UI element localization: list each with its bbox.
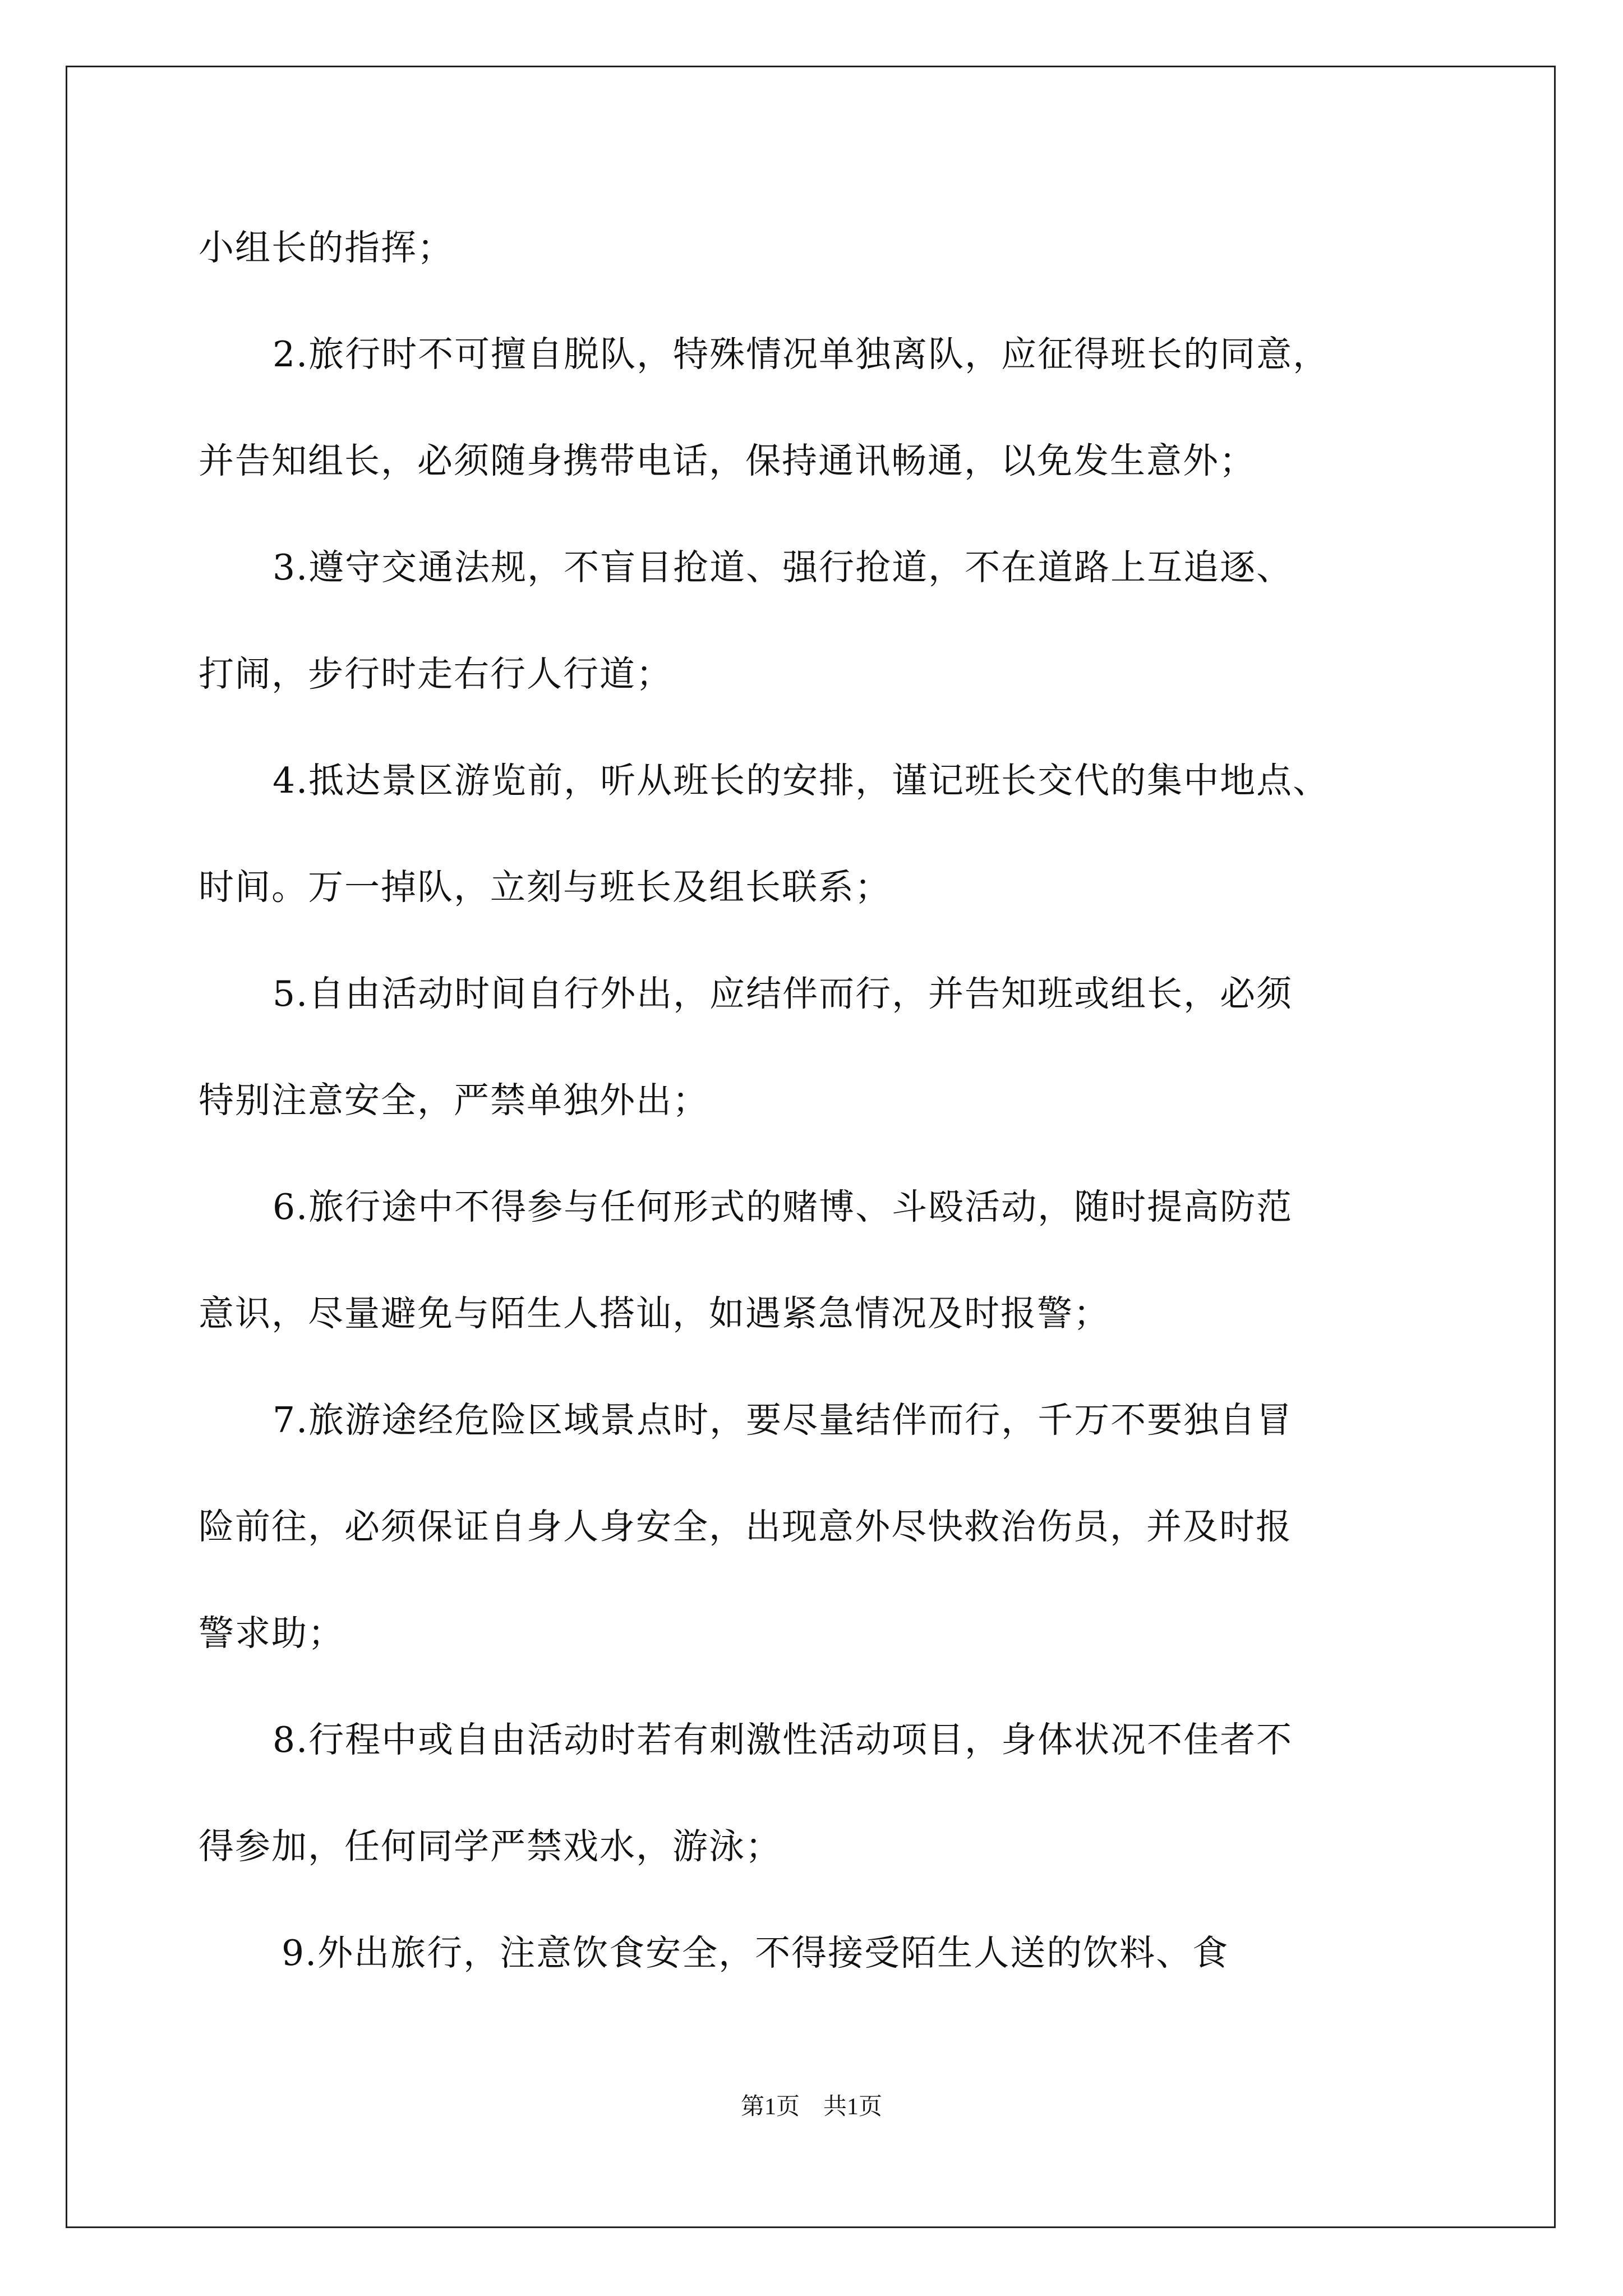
text-line: 2.旅行时不可擅自脱队，特殊情况单独离队，应征得班长的同意， xyxy=(273,334,1330,375)
text-line: 6.旅行途中不得参与任何形式的赌博、斗殴活动，随时提高防范 xyxy=(273,1186,1293,1227)
text-line: 时间。万一掉队，立刻与班长及组长联系； xyxy=(199,867,891,908)
text-line: 险前往，必须保证自身人身安全，出现意外尽快救治伤员，并及时报 xyxy=(199,1506,1292,1547)
text-line: 意识，尽量避免与陌生人搭讪，如遇紧急情况及时报警； xyxy=(199,1293,1110,1334)
text-line: 警求助； xyxy=(199,1613,344,1654)
text-line: 7.旅游途经危险区域景点时，要尽量结伴而行，千万不要独自冒 xyxy=(273,1400,1293,1441)
text-line: 特别注意安全，严禁单独外出； xyxy=(199,1080,709,1121)
page-footer: 第1页 共1页 xyxy=(740,2094,882,2120)
text-line: 得参加，任何同学严禁戏水，游泳； xyxy=(199,1826,782,1867)
text-line: 并告知组长，必须随身携带电话，保持通讯畅通，以免发生意外； xyxy=(199,440,1256,481)
page-border xyxy=(66,66,1556,2228)
text-line: 小组长的指挥； xyxy=(199,227,454,268)
text-line: 9.外出旅行，注意饮食安全，不得接受陌生人送的饮料、食 xyxy=(282,1932,1229,1973)
text-line: 打闹，步行时走右行人行道； xyxy=(199,654,672,694)
text-line: 3.遵守交通法规，不盲目抢道、强行抢道，不在道路上互追逐、 xyxy=(273,547,1293,588)
text-line: 8.行程中或自由活动时若有刺激性活动项目，身体状况不佳者不 xyxy=(273,1719,1293,1760)
text-line: 5.自由活动时间自行外出，应结伴而行，并告知班或组长，必须 xyxy=(273,973,1293,1014)
text-line: 4.抵达景区游览前，听从班长的安排，谨记班长交代的集中地点、 xyxy=(273,760,1330,801)
